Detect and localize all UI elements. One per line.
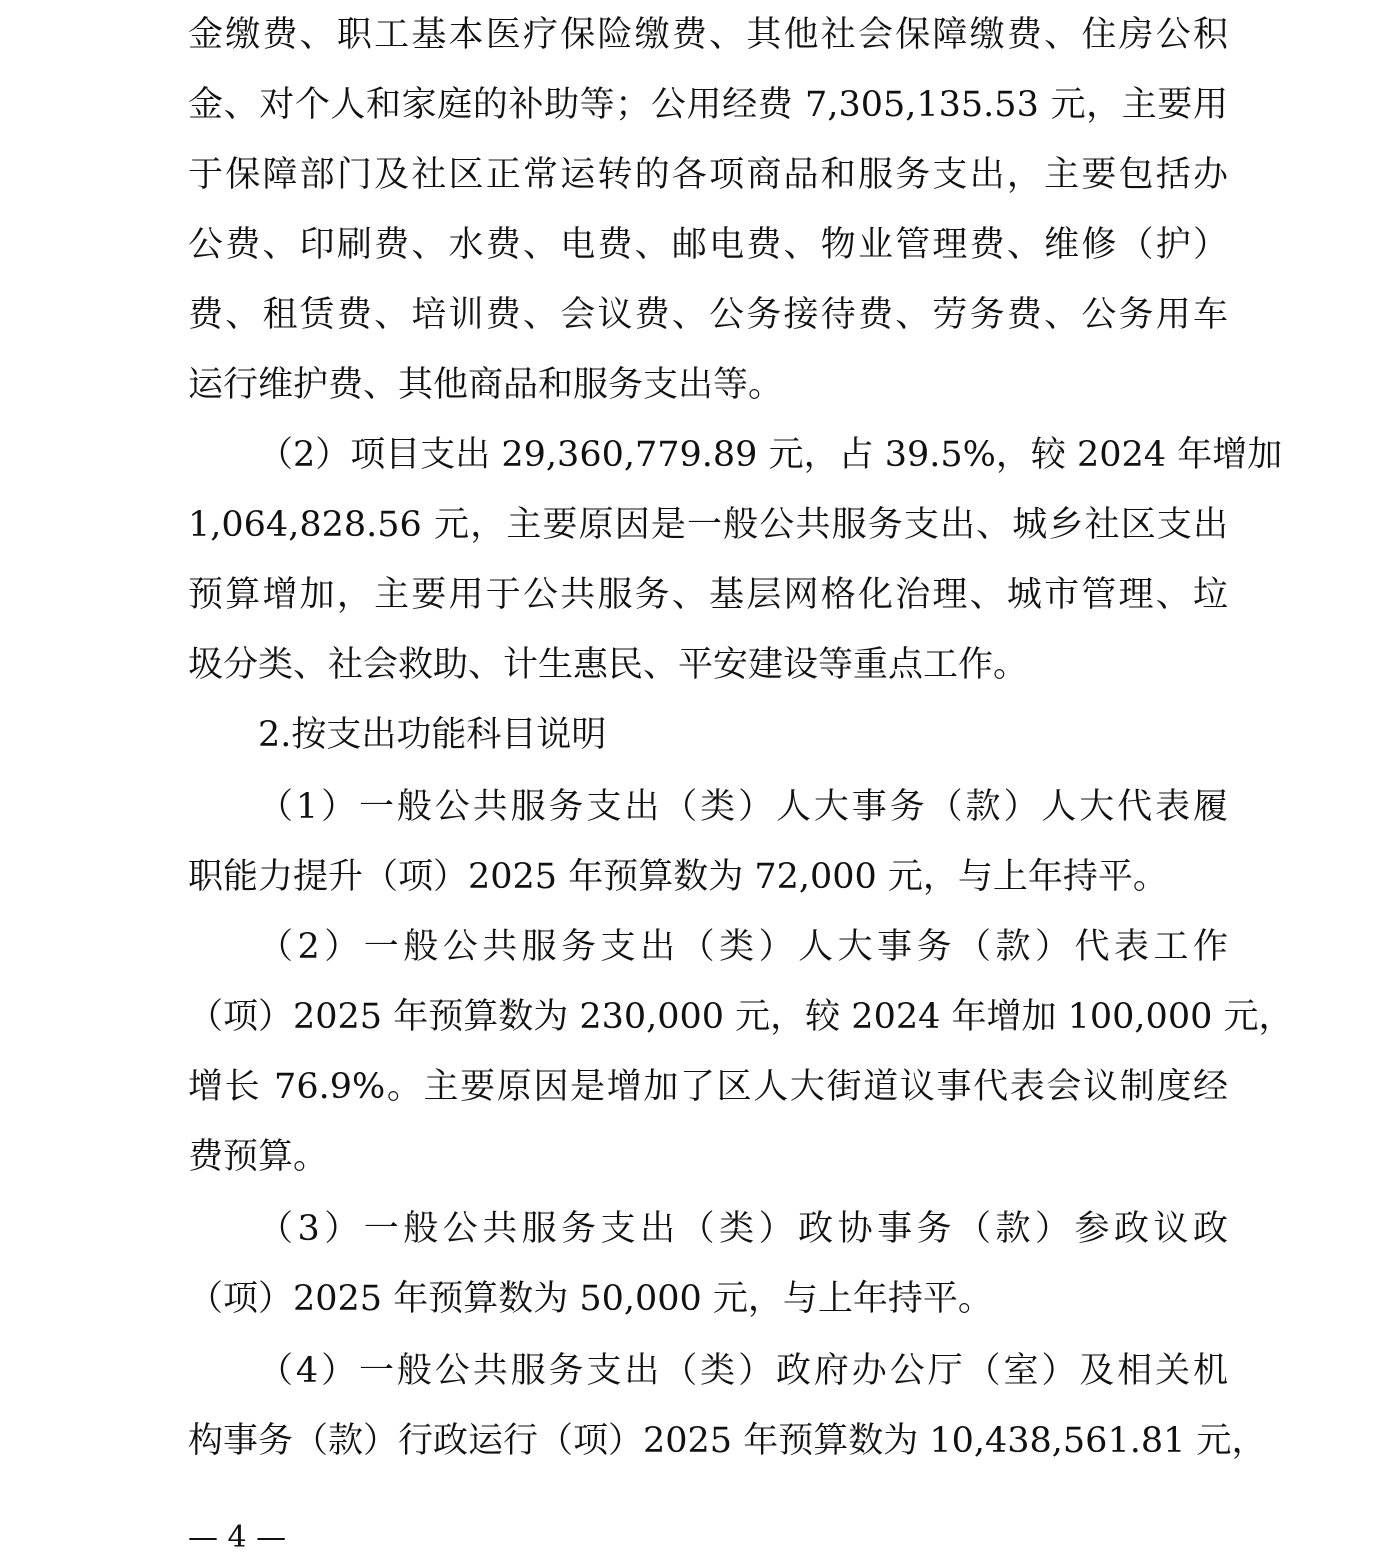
section-heading: 2.按支出功能科目说明 bbox=[258, 715, 607, 755]
paragraph-line: 费、租赁费、培训费、会议费、公务接待费、劳务费、公务用车 bbox=[188, 295, 1228, 335]
paragraph-line: 1,064,828.56 元，主要原因是一般公共服务支出、城乡社区支出 bbox=[188, 505, 1228, 545]
paragraph-line: 公费、印刷费、水费、电费、邮电费、物业管理费、维修（护） bbox=[188, 225, 1228, 265]
paragraph-line: 构事务（款）行政运行（项）2025 年预算数为 10,438,561.81 元， bbox=[188, 1421, 1267, 1461]
paragraph-line: 运行维护费、其他商品和服务支出等。 bbox=[188, 365, 784, 405]
paragraph-line: 金缴费、职工基本医疗保险缴费、其他社会保障缴费、住房公积 bbox=[188, 15, 1228, 55]
paragraph-line: （项）2025 年预算数为 50,000 元，与上年持平。 bbox=[188, 1279, 993, 1319]
paragraph-line: 金、对个人和家庭的补助等；公用经费 7,305,135.53 元，主要用 bbox=[188, 85, 1228, 125]
paragraph-line: （项）2025 年预算数为 230,000 元，较 2024 年增加 100,000 元， bbox=[188, 997, 1294, 1037]
paragraph-line: （2）一般公共服务支出（类）人大事务（款）代表工作 bbox=[258, 927, 1228, 967]
paragraph-line: 增长 76.9%。主要原因是增加了区人大街道议事代表会议制度经 bbox=[188, 1067, 1228, 1107]
paragraph-line: 于保障部门及社区正常运转的各项商品和服务支出，主要包括办 bbox=[188, 155, 1228, 195]
page-number: — 4 — bbox=[188, 1520, 287, 1555]
paragraph-line: （4）一般公共服务支出（类）政府办公厅（室）及相关机 bbox=[258, 1351, 1228, 1391]
paragraph-line: 职能力提升（项）2025 年预算数为 72,000 元，与上年持平。 bbox=[188, 857, 1168, 897]
paragraph-line: 费预算。 bbox=[188, 1137, 329, 1177]
paragraph-line: （3）一般公共服务支出（类）政协事务（款）参政议政 bbox=[258, 1209, 1228, 1249]
paragraph-line: （2）项目支出 29,360,779.89 元，占 39.5%，较 2024 年增加 bbox=[258, 435, 1283, 475]
paragraph-line: 圾分类、社会救助、计生惠民、平安建设等重点工作。 bbox=[188, 645, 1029, 685]
paragraph-line: 预算增加，主要用于公共服务、基层网格化治理、城市管理、垃 bbox=[188, 575, 1228, 615]
paragraph-line: （1）一般公共服务支出（类）人大事务（款）人大代表履 bbox=[258, 787, 1228, 827]
